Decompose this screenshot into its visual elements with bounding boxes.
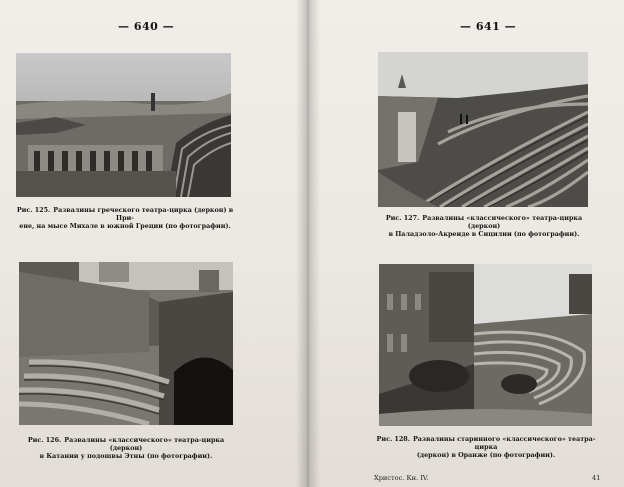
figure-128-label: Рис. 128.: [376, 435, 410, 443]
figure-125-photo: [16, 53, 231, 197]
footer-book-title: Христос. Кн. IV.: [374, 474, 429, 482]
figure-125-caption: [14, 206, 236, 230]
figure-128-caption: [370, 435, 602, 459]
figure-128-photo: [379, 264, 592, 426]
figure-126-photo: [19, 262, 233, 425]
footer-signature-number: 41: [592, 474, 601, 482]
left-page-number: — 640 —: [118, 20, 175, 33]
figure-128-caption-line2: (деркон) в Оранже (по фотографии).: [416, 451, 556, 459]
figure-125-label: Рис. 125.: [16, 206, 51, 214]
figure-127-photo: [378, 52, 588, 207]
right-page: [308, 0, 624, 487]
figure-127-caption-line2: в Паладзоло-Акреиде в Сицилии (по фотографии).: [388, 230, 580, 238]
figure-126-caption-line2: в Катании у подошвы Этны (по фотографии).: [39, 452, 213, 460]
figure-125-caption-line1: Развалины греческого театра-цирка (деркон) в При-: [53, 206, 234, 222]
figure-126-label: Рис. 126.: [27, 436, 62, 444]
figure-128-caption-line1: Развалины старинного «классического» театра-цирка: [412, 435, 596, 451]
figure-127-caption-line1: Развалины «классического» театра-цирка (деркон): [422, 214, 583, 230]
figure-127-caption: [370, 214, 598, 238]
left-page: [0, 0, 308, 487]
figure-126-caption-line1: Развалины «классического» театра-цирка (деркон): [64, 436, 225, 452]
figure-125-caption-line2: ене, на мысе Михале в южной Греции (по фотографии).: [19, 222, 231, 230]
right-page-number: — 641 —: [460, 20, 517, 33]
figure-127-label: Рис. 127.: [385, 214, 420, 222]
book-gutter: [296, 0, 320, 487]
figure-126-caption: [14, 436, 238, 460]
